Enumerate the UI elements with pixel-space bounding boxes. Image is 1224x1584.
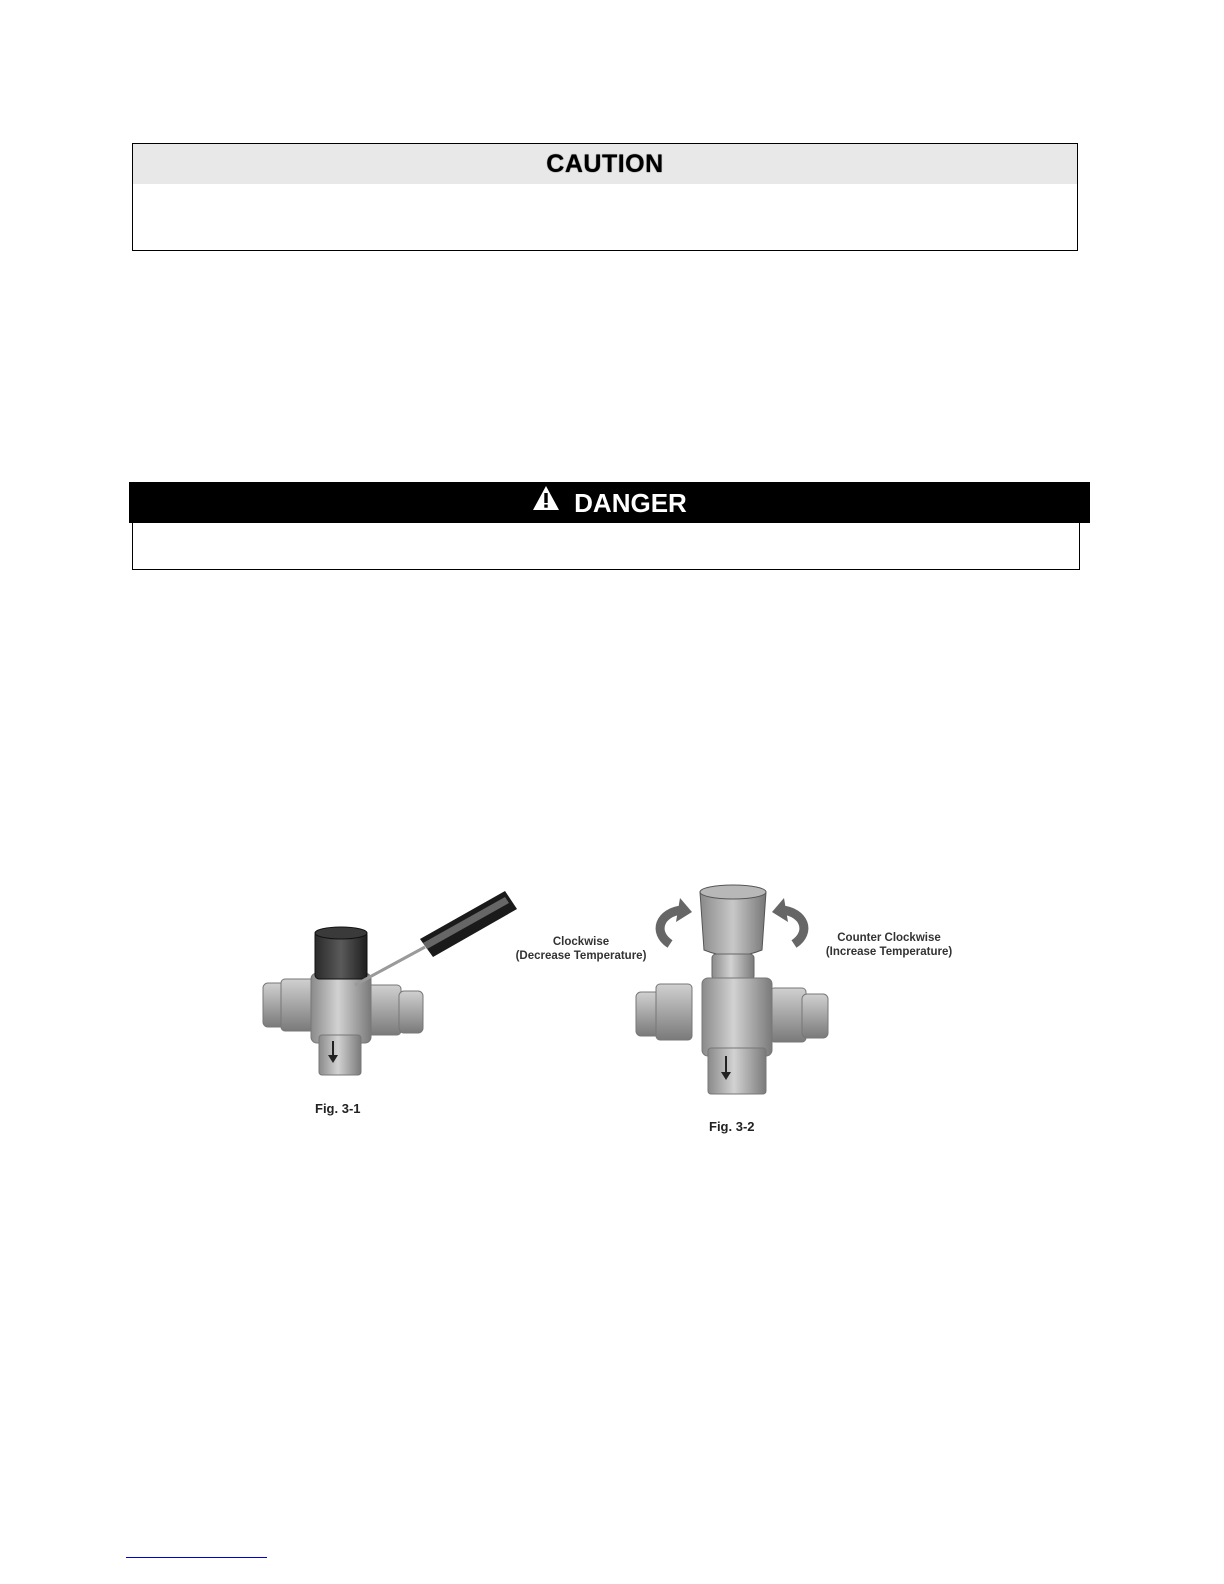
clockwise-text: Clockwise	[552, 936, 610, 948]
caution-notice	[132, 143, 1078, 251]
counter-clockwise-desc: (Increase Temperature)	[825, 946, 953, 958]
caution-title: CAUTION	[133, 144, 1077, 184]
figure-valve-rotation	[630, 880, 840, 1100]
fig-3-1-label: Fig. 3-1	[315, 1101, 361, 1116]
figure-valve-screwdriver	[255, 885, 525, 1085]
danger-title-bar	[129, 482, 1090, 523]
warning-triangle-icon	[532, 481, 560, 523]
footnote-link-rule	[126, 1557, 267, 1558]
counter-clockwise-label	[814, 931, 964, 959]
clockwise-desc: (Decrease Temperature)	[515, 950, 647, 962]
danger-title: DANGER	[574, 488, 687, 518]
fig-3-2-label: Fig. 3-2	[709, 1119, 755, 1134]
danger-notice	[132, 523, 1080, 570]
counter-clockwise-text: Counter Clockwise	[837, 932, 941, 944]
